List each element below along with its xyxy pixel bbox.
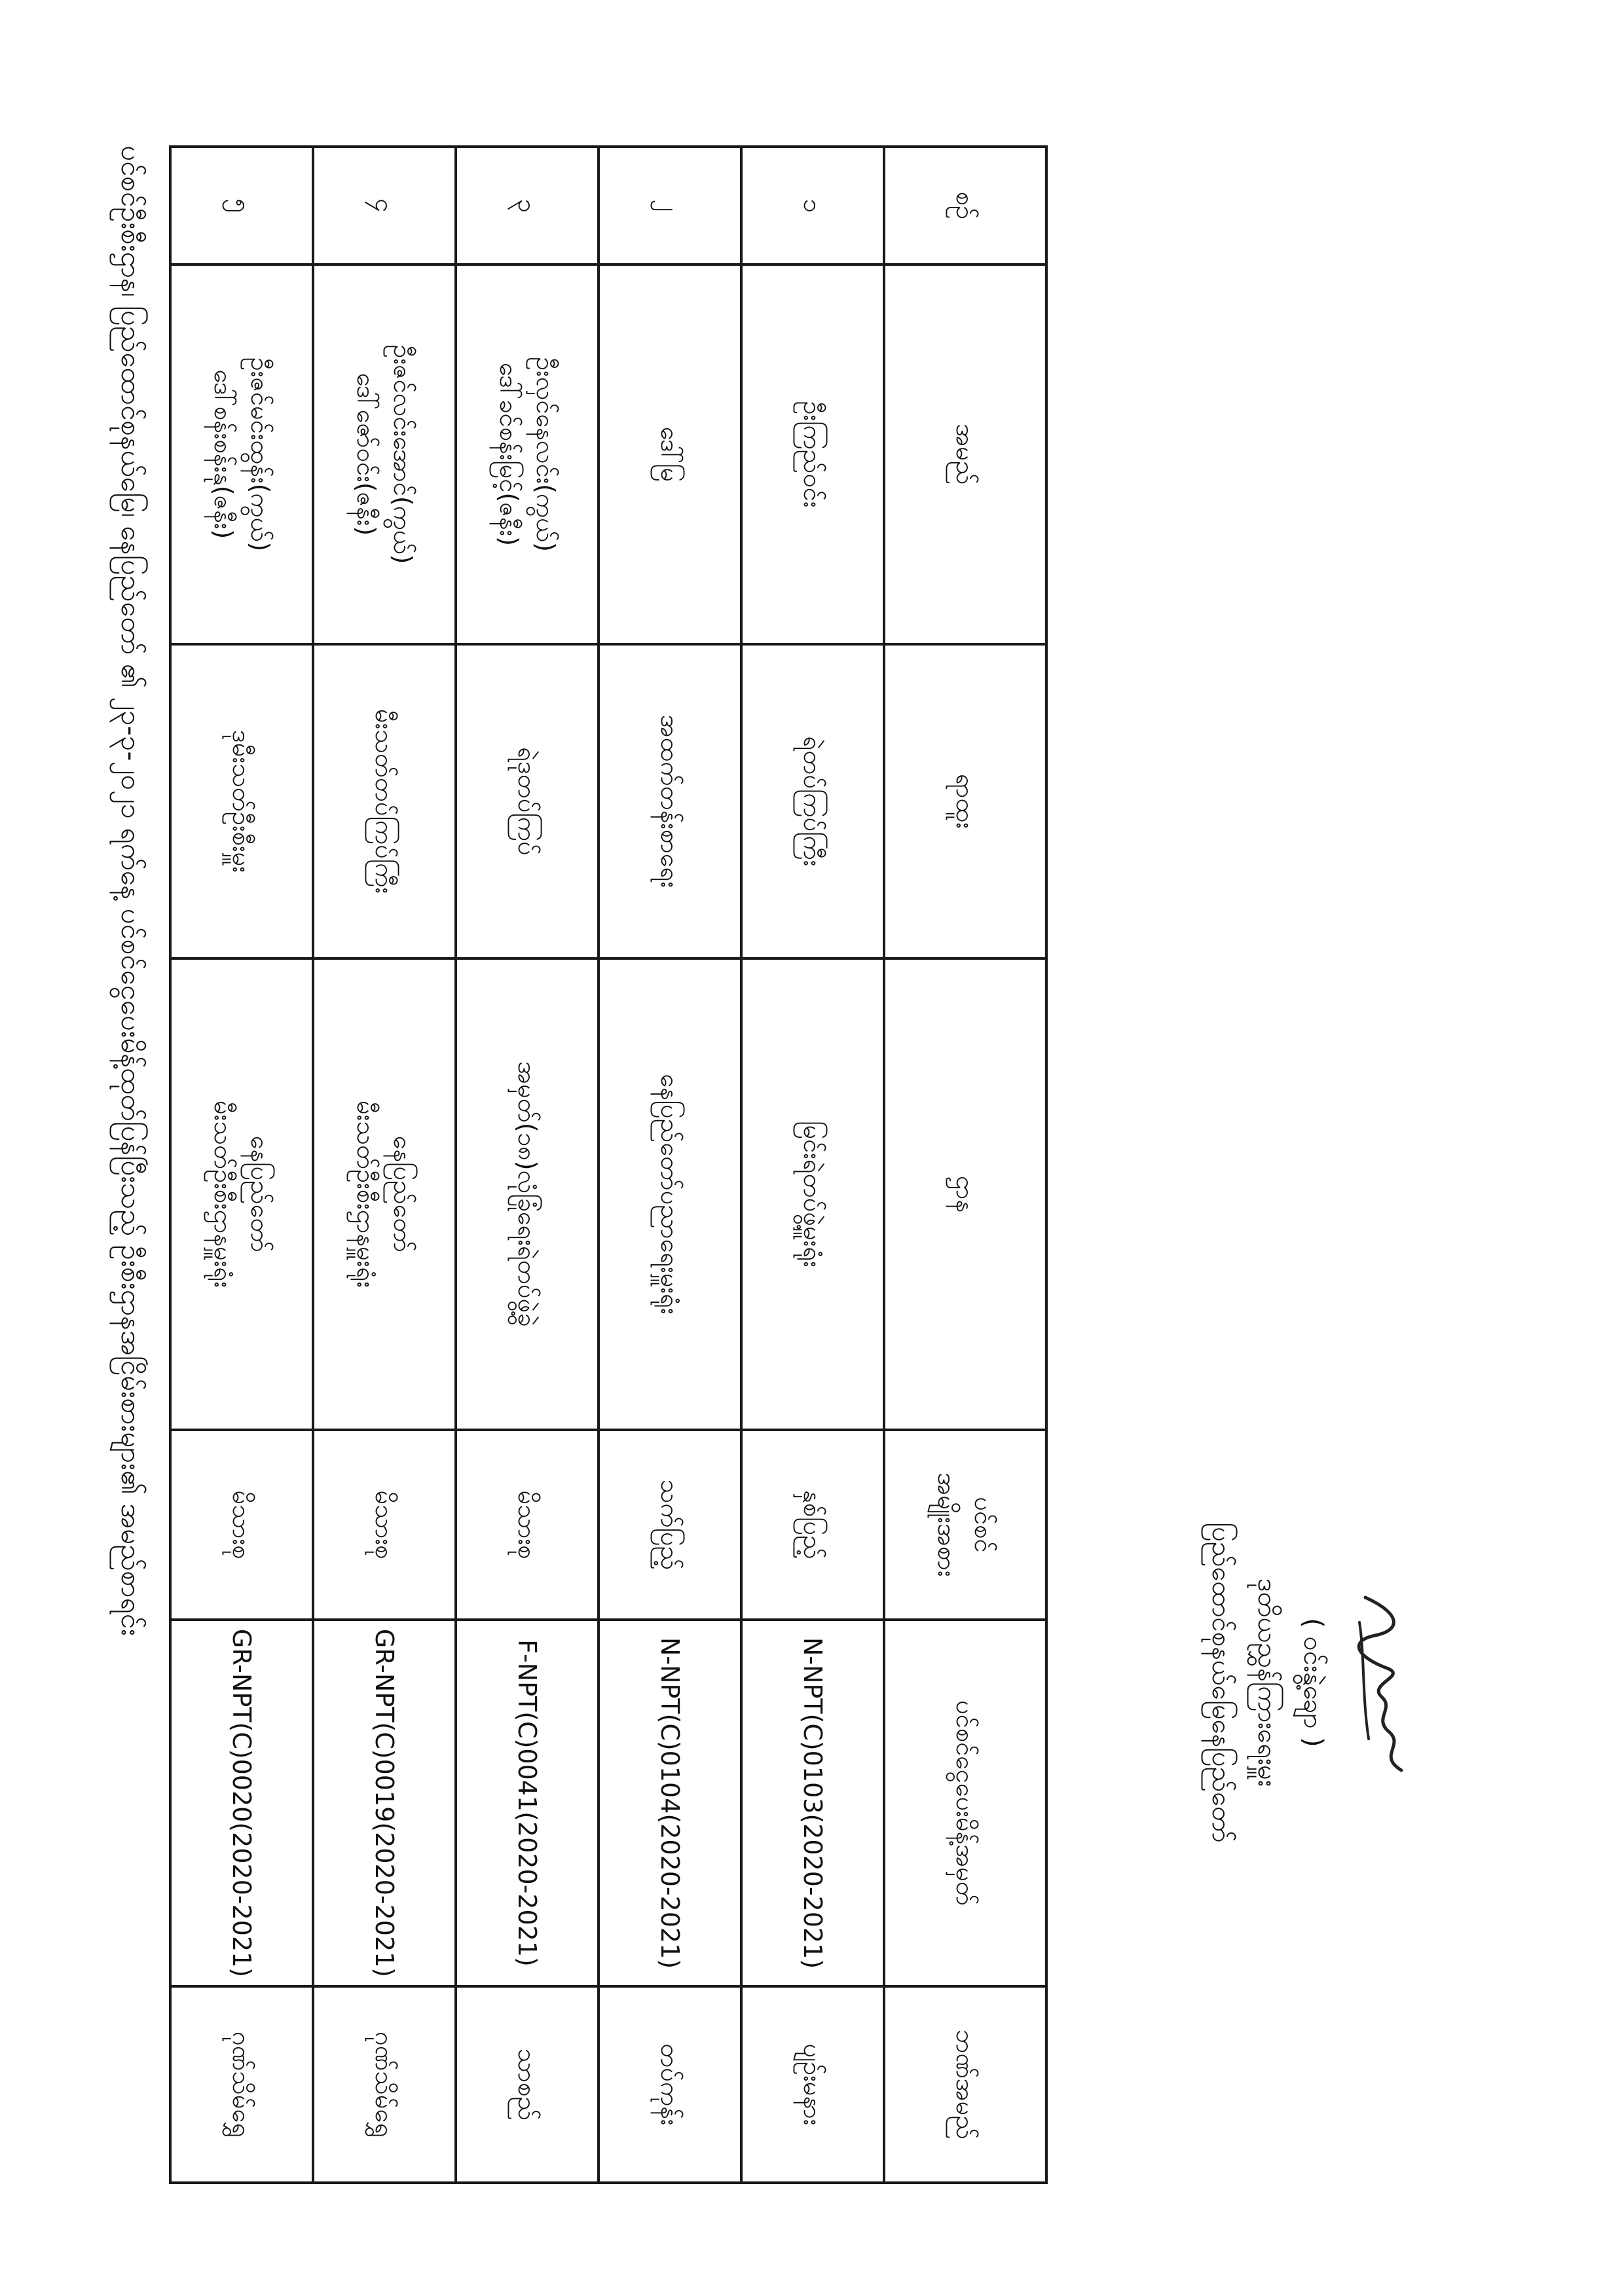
row-rank: ရဲတပ်ကြပ်ကြီး: [741, 644, 884, 958]
row-name-line1: ဒေါ်မြ: [655, 426, 684, 483]
header-rank: ရာထူး: [884, 644, 1046, 958]
header-no: စဉ်: [884, 147, 1046, 264]
row-pension-type: မိသားစု: [170, 1430, 313, 1620]
row-department-line2: မီးသတ်ဦးစီးဌာနမှူးရုံး: [209, 1100, 238, 1288]
header-pension-type-line1: ပင်စင်: [969, 1497, 998, 1553]
table-header-row: [884, 147, 1046, 2183]
row-name-line2: ဒေါ်ခင်စန်းမြင့်(ဇနီး): [494, 363, 523, 546]
row-pension-type: မိသားစု: [456, 1430, 599, 1620]
row-no: ၁: [741, 147, 884, 264]
row-name-line2: ဒေါ်ဇော်ဝင်း(ဇနီး): [352, 373, 380, 536]
row-order-number: GR-NPT(C)0019(2020-2021): [313, 1620, 456, 1986]
row-bank: ဂုဏ်သိမ်ရွှေ: [170, 1986, 313, 2183]
row-bank: ဂုဏ်သိမ်ရွှေ: [313, 1986, 456, 2183]
signatory-office: ပြည်ထောင်စုနယ်မြေနေပြည်တော်: [1206, 1522, 1236, 1843]
row-name-line1: ဦးဇင်မင်းထွန်း(ကွယ်): [246, 357, 274, 552]
table-row: [599, 147, 741, 2183]
header-bank: ဘဏ်အမည်: [884, 1986, 1046, 2183]
row-no: ၂: [599, 147, 741, 264]
table-row: [170, 147, 313, 2183]
row-department-line2: မြင်းရဲတပ်ဖွဲ့မှူးရုံး: [798, 1121, 827, 1267]
header-order-number: ပင်စင်ငွေပေးမိန့်အမှတ်: [884, 1620, 1046, 1986]
row-name: [456, 264, 599, 644]
row-rank: အထက်တန်းစာရေး: [599, 644, 741, 958]
row-department-line2: မီးသတ်ဦးစီးဌာနမှူးရုံး: [352, 1100, 380, 1288]
row-department: [741, 958, 884, 1430]
row-bank: ပျဉ်းမနား: [741, 1986, 884, 2183]
row-order-number: GR-NPT(C)0020(2020-2021): [170, 1620, 313, 1986]
row-name-line1: ဦးကြည်ဝင်း: [798, 401, 827, 508]
row-department-line2: နေပြည်တော်ပညာရေးမှူးရုံး: [655, 1074, 684, 1315]
row-no: ၄: [313, 147, 456, 264]
row-rank: ဒုမီးသတ်ဦးစီးမှူး: [170, 644, 313, 958]
row-name-line1: ဦးဇင်လင်းအောင်(ကွယ်): [388, 344, 417, 564]
row-order-number: F-NPT(C)0041(2020-2021): [456, 1620, 599, 1986]
row-name: [313, 264, 456, 644]
pension-table: [169, 145, 1048, 2184]
row-pension-type: နှစ်ပြည့်: [741, 1430, 884, 1620]
row-name: [170, 264, 313, 644]
row-bank: တပ်ကုန်း: [599, 1986, 741, 2183]
header-name: အမည်: [884, 264, 1046, 644]
signatory-name: ( ဝင်းနွဲ့ချော ): [1298, 1618, 1328, 1747]
row-name-line1: ဦးလှင်နေလင်း(ကွယ်): [531, 357, 560, 552]
row-pension-type: မိသားစု: [313, 1430, 456, 1620]
row-department: [313, 958, 456, 1430]
handwritten-signature: [1342, 1584, 1428, 1781]
table-row: [741, 147, 884, 2183]
row-pension-type: သက်ပြည့်: [599, 1430, 741, 1620]
signatory-title: ဒုတိယညွှန်ကြားရေးမှူး: [1252, 1578, 1282, 1787]
row-department-line1: နေပြည်တော်: [388, 1135, 417, 1253]
row-department-line1: နေပြည်တော်: [246, 1135, 274, 1253]
table-row: [456, 147, 599, 2183]
table-row: [313, 147, 456, 2183]
row-rank: မီးသတ်တပ်ကြပ်ကြီး: [313, 644, 456, 958]
header-pension-type: [884, 1430, 1046, 1620]
row-department: [456, 958, 599, 1430]
document-title: ပင်စင်ဦးစီးဌာန၊ ပြည်ထောင်စုနယ်မြေ၊ နေပြည်တော် ၏ ၂၃-၃-၂၀၂၁ ရက်နေ့ ပင်စင်ငွေပေးမိန့်ထုတ်ပြန်ပြီးသည့် ဦးစီးဌာနအငြိမ်းစားများ၏ အမည်စာရင်း: [115, 145, 147, 1636]
row-name: [599, 264, 741, 644]
row-department: [170, 958, 313, 1430]
row-no: ၅: [170, 147, 313, 264]
signature-block: [1198, 1368, 1428, 1997]
row-name: [741, 264, 884, 644]
row-order-number: N-NPT(C)0104(2020-2021): [599, 1620, 741, 1986]
row-department: [599, 958, 741, 1430]
header-department: ဌာန: [884, 958, 1046, 1430]
row-rank: ရဲဒုတပ်ကြပ်: [456, 644, 599, 958]
header-pension-type-line2: အမျိုးအစား: [932, 1472, 961, 1577]
row-department-line2: အမှတ်(၁၈)လုံခြုံရေးရဲတပ်ဖွဲ့ခွဲ: [513, 1061, 542, 1327]
row-bank: သာစည်: [456, 1986, 599, 2183]
row-name-line2: ဒေါ်စန်းစန်းနု(ဇနီး): [209, 369, 238, 539]
row-order-number: N-NPT(C)0103(2020-2021): [741, 1620, 884, 1986]
row-no: ၃: [456, 147, 599, 264]
